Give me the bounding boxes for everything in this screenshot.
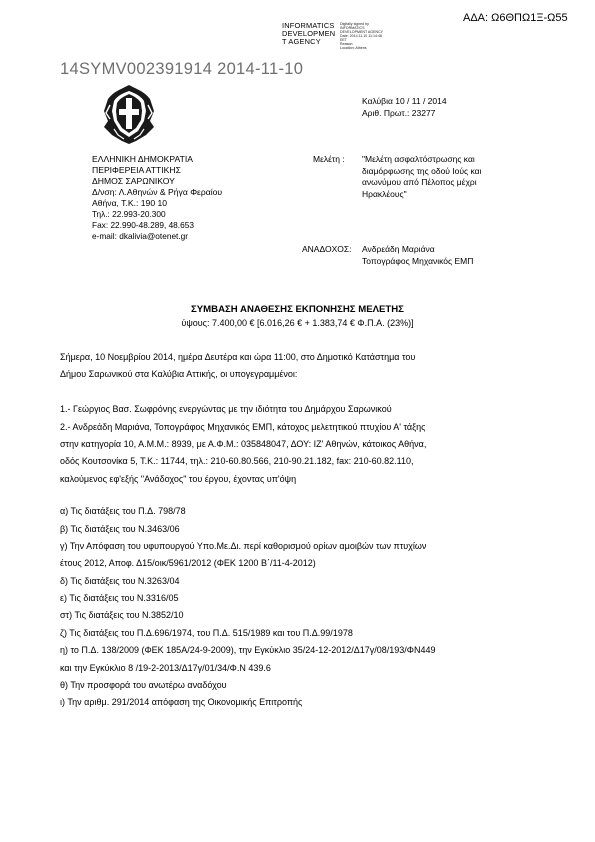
provision-item: ε) Τις διατάξεις του Ν.3316/05 [60, 593, 179, 604]
provision-item: δ) Τις διατάξεις του Ν.3263/04 [60, 575, 180, 586]
contractor-label: ΑΝΑΔΟΧΟΣ: [302, 244, 352, 254]
signature-detail-line: EET [340, 38, 347, 42]
contractor-title: Τοπογράφος Μηχανικός ΕΜΠ [362, 255, 474, 266]
party-line: καλούμενος εφ'εξής "Ανάδοχος" του έργου, έχοντας υπ'όψη [60, 473, 297, 484]
date-block [362, 95, 447, 119]
ada-code: ΑΔΑ: Ω6ΘΠΩ1Ξ-Ω55 [463, 12, 568, 24]
study-line: διαμόρφωσης της οδού Ιούς και [362, 165, 482, 176]
paragraph-gap [60, 384, 436, 401]
sender-line: ΔΗΜΟΣ ΣΑΡΩΝΙΚΟΥ [92, 176, 175, 186]
contractor-info [362, 244, 473, 267]
sender-line: Δ/νση: Λ.Αθηνών & Ρήγα Φεραίου [92, 187, 223, 197]
signature-detail-line: DEVELOPMENT AGENCY [340, 30, 384, 34]
provision-item: α) Τις διατάξεις του Π.Δ. 798/78 [60, 506, 186, 517]
provision-item: η) το Π.Δ. 138/2009 (ΦΕΚ 185Α/24-9-2009), την Εγκύκλιο 35/24-12-2012/Δ17γ/08/193/ΦΝ449 [60, 645, 436, 656]
document-body [60, 349, 436, 712]
body-line: Σήμερα, 10 Νοεμβρίου 2014, ημέρα Δευτέρα και ώρα 11:00, στο Δημοτικό Κατάστημα του [60, 352, 416, 362]
signature-org-line: T AGENCY [282, 37, 321, 46]
signature-detail-line: Date: 2014.11.10 11:14:46 [340, 34, 383, 38]
provision-item: γ) Την Απόφαση του υφυπουργού Υπο.Με.Δι. περί καθορισμού ορίων αμοιβών των πτυχίων [60, 540, 427, 551]
provision-item: ι) Την αριθμ. 291/2014 απόφαση της Οικονομικής Επιτροπής [60, 697, 303, 708]
study-line: "Μελέτη ασφαλτόστρωσης και [362, 154, 475, 164]
signature-org-line: DEVELOPMEN [282, 29, 336, 38]
document-title: ΣΥΜΒΑΣΗ ΑΝΑΘΕΣΗΣ ΕΚΠΟΝΗΣΗΣ ΜΕΛΕΤΗΣ [191, 304, 404, 315]
party-line: οδός Κουτσονίκα 5, Τ.Κ.: 11744, τηλ.: 210-60.80.566, 210-90.21.182, fax: 210-60.82.110, [60, 456, 414, 467]
place-date: Καλύβια 10 / 11 / 2014 [362, 96, 447, 106]
party-line: 2.- Ανδρεάδη Μαριάνα, Τοπογράφος Μηχανικός ΕΜΠ, κάτοχος μελετητικού πτυχίου Α' τάξης [60, 421, 426, 432]
body-line: Δήμου Σαρωνικού στα Καλύβια Αττικής, οι υπογεγραμμένοι: [60, 369, 298, 380]
paragraph-gap [60, 488, 436, 503]
signature-detail-line: Location: Athens [340, 46, 367, 50]
contractor-name: Ανδρεάδη Μαριάνα [362, 244, 435, 254]
provision-item: έτους 2012, Αποφ. Δ15/οικ/5961/2012 (ΦΕΚ 1200 Β΄/11-4-2012) [60, 558, 316, 569]
sender-block [92, 154, 222, 242]
party-line: 1.- Γεώργιος Βασ. Σωφρόνης ενεργώντας με την ιδιότητα του Δημάρχου Σαρωνικού [60, 404, 392, 415]
sender-line: Αθήνα, Τ.Κ.: 190 10 [92, 198, 168, 208]
provision-item: ζ) Τις διατάξεις του Π.Δ.696/1974, του Π.Δ. 515/1989 και του Π.Δ.99/1978 [60, 627, 353, 638]
party-line: στην κατηγορία 10, Α.Μ.Μ.: 8939, με Α.Φ.Μ.: 035848047, ΔΟΥ: ΙΖ' Αθηνών, κάτοικος Αθήνα, [60, 438, 427, 449]
protocol-number: Αριθ. Πρωτ.: 23277 [362, 108, 436, 118]
signature-detail-line: INFORMATICS [340, 26, 365, 30]
protocol-stamp: 14SYMV002391914 2014-11-10 [60, 60, 304, 78]
contract-amount: ύψους: 7.400,00 € [6.016,26 € + 1.383,74 € Φ.Π.Α. (23%)] [181, 318, 414, 328]
sender-phone: Τηλ.: 22.993-20.300 [92, 209, 166, 219]
study-description [362, 154, 481, 200]
sender-line: ΠΕΡΙΦΕΡΕΙΑ ΑΤΤΙΚΗΣ [92, 165, 181, 175]
digital-signature-org [282, 22, 335, 46]
signature-org-line: INFORMATICS [282, 21, 335, 30]
sender-line: ΕΛΛΗΝΙΚΗ ΔΗΜΟΚΡΑΤΙΑ [92, 154, 193, 164]
study-line: Ηρακλέους" [362, 188, 407, 199]
sender-email: e-mail: dkalivia@otenet.gr [92, 231, 189, 241]
study-label: Μελέτη : [313, 154, 345, 164]
digital-signature-details [340, 22, 383, 50]
provision-item: β) Τις διατάξεις του Ν.3463/06 [60, 523, 180, 534]
sender-fax: Fax: 22.990-48.289, 48.653 [92, 220, 194, 230]
signature-detail-line: Digitally signed by [340, 22, 369, 26]
greek-emblem-icon [100, 83, 158, 145]
signature-detail-line: Reason: [340, 42, 354, 46]
provision-item: στ) Τις διατάξεις του Ν.3852/10 [60, 610, 184, 621]
provision-item: θ) Την προσφορά του ανωτέρω αναδόχου [60, 680, 227, 691]
provision-item: και την Εγκύκλιο 8 /19-2-2013/Δ17γ/01/34/Φ.Ν 439.6 [60, 662, 271, 673]
study-line: ανωνύμου από Πέλοπος μέχρι [362, 177, 477, 188]
